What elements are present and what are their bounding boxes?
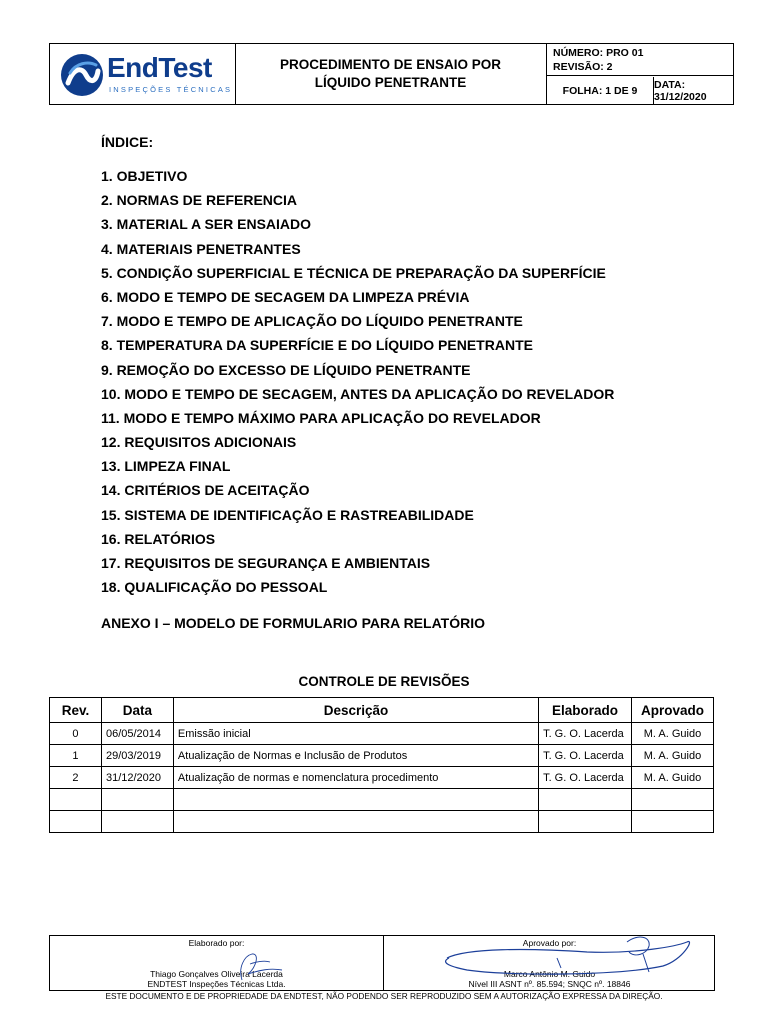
- toc-item: 11. MODO E TEMPO MÁXIMO PARA APLICAÇÃO DO REVELADOR: [101, 409, 541, 426]
- document-header: [49, 43, 734, 105]
- cell-description: Atualização de normas e nomenclatura procedimento: [173, 767, 538, 789]
- toc-item: 16. RELATÓRIOS: [101, 530, 216, 547]
- toc-item: 6. MODO E TEMPO DE SECAGEM DA LIMPEZA PRÉVIA: [101, 288, 470, 305]
- toc-item: 14. CRITÉRIOS DE ACEITAÇÃO: [101, 482, 310, 499]
- table-row: [50, 811, 714, 833]
- toc-item: 2. NORMAS DE REFERENCIA: [101, 192, 298, 209]
- logo-subtitle: INSPEÇÕES TÉCNICAS: [109, 85, 233, 94]
- toc-item: 9. REMOÇÃO DO EXCESSO DE LÍQUIDO PENETRANTE: [101, 361, 471, 378]
- cell-date: 31/12/2020: [101, 767, 173, 789]
- cell-approved: M. A. Guido: [632, 723, 714, 745]
- table-row: [50, 789, 714, 811]
- cell-date: 06/05/2014: [101, 723, 173, 745]
- column-header-description: Descrição: [173, 698, 538, 723]
- table-row: [50, 745, 714, 767]
- sheet-number: FOLHA: 1 DE 9: [547, 77, 654, 104]
- column-header-approved: Aprovado: [632, 698, 714, 723]
- ownership-notice: ESTE DOCUMENTO E DE PROPRIEDADE DA ENDTEST, NÃO PODENDO SER REPRODUZIDO SEM A AUTORIZAÇÃO EXPRESSA DA DIREÇÃO.: [105, 991, 663, 1001]
- cell-approved: [632, 811, 714, 833]
- endtest-logo-icon: [60, 53, 104, 97]
- revisions-table: [49, 697, 714, 833]
- toc-item: 3. MATERIAL A SER ENSAIADO: [101, 216, 312, 233]
- approved-by-name: Marco Antônio M. Guido: [503, 969, 596, 979]
- toc-item: 5. CONDIÇÃO SUPERFICIAL E TÉCNICA DE PREPARAÇÃO DA SUPERFÍCIE: [101, 264, 606, 281]
- cell-prepared: [539, 811, 632, 833]
- logo-cell: [50, 44, 236, 104]
- toc-item: 18. QUALIFICAÇÃO DO PESSOAL: [101, 579, 328, 596]
- cell-description: Emissão inicial: [173, 723, 538, 745]
- table-header-row: [50, 698, 714, 723]
- column-header-date: Data: [101, 698, 173, 723]
- column-header-rev: Rev.: [50, 698, 102, 723]
- approved-by-label: Aprovado por:: [522, 938, 577, 948]
- revisions-title: CONTROLE DE REVISÕES: [298, 674, 470, 689]
- title-line-1: PROCEDIMENTO DE ENSAIO POR: [279, 57, 502, 72]
- approved-by-certification: Nível III ASNT nº. 85.594; SNQC nº. 18846: [468, 979, 631, 989]
- annex-entry: ANEXO I – MODELO DE FORMULARIO PARA RELATÓRIO: [101, 615, 485, 631]
- signature-block: [49, 935, 715, 991]
- cell-approved: M. A. Guido: [632, 745, 714, 767]
- toc-item: 4. MATERIAIS PENETRANTES: [101, 240, 301, 257]
- toc-item: 1. OBJETIVO: [101, 168, 188, 184]
- cell-rev: 1: [50, 745, 102, 767]
- cell-rev: [50, 811, 102, 833]
- column-header-prepared: Elaborado: [539, 698, 632, 723]
- prepared-by-company: ENDTEST Inspeções Técnicas Ltda.: [147, 979, 286, 989]
- cell-description: [173, 811, 538, 833]
- cell-approved: [632, 789, 714, 811]
- cell-description: Atualização de Normas e Inclusão de Produtos: [173, 745, 538, 767]
- toc-item: 12. REQUISITOS ADICIONAIS: [101, 434, 297, 451]
- document-number-revision: [547, 44, 733, 76]
- prepared-by-name: Thiago Gonçalves Oliveira Lacerda: [150, 969, 283, 979]
- cell-prepared: T. G. O. Lacerda: [539, 723, 632, 745]
- approved-by-section: [383, 936, 716, 990]
- document-revision: REVISÃO: 2: [553, 61, 613, 73]
- cell-date: 29/03/2019: [101, 745, 173, 767]
- document-number: NÚMERO: PRO 01: [553, 47, 644, 59]
- toc-item: 8. TEMPERATURA DA SUPERFÍCIE E DO LÍQUIDO PENETRANTE: [101, 337, 533, 354]
- toc-item: 7. MODO E TEMPO DE APLICAÇÃO DO LÍQUIDO PENETRANTE: [101, 313, 523, 330]
- cell-description: [173, 789, 538, 811]
- logo-wordmark: EndTest: [107, 52, 212, 83]
- title-line-2: LÍQUIDO PENETRANTE: [314, 75, 467, 90]
- table-of-contents: [101, 168, 614, 603]
- prepared-by-section: [50, 936, 384, 990]
- cell-rev: [50, 789, 102, 811]
- cell-approved: M. A. Guido: [632, 767, 714, 789]
- prepared-by-label: Elaborado por:: [188, 938, 245, 948]
- cell-prepared: T. G. O. Lacerda: [539, 745, 632, 767]
- cell-date: [101, 789, 173, 811]
- cell-prepared: T. G. O. Lacerda: [539, 767, 632, 789]
- toc-item: 13. LIMPEZA FINAL: [101, 458, 231, 475]
- cell-date: [101, 811, 173, 833]
- cell-rev: 2: [50, 767, 102, 789]
- toc-item: 15. SISTEMA DE IDENTIFICAÇÃO E RASTREABILIDADE: [101, 506, 474, 523]
- document-date: DATA: 31/12/2020: [654, 78, 707, 103]
- table-row: [50, 723, 714, 745]
- cell-rev: 0: [50, 723, 102, 745]
- index-title: ÍNDICE:: [101, 134, 154, 150]
- toc-item: 17. REQUISITOS DE SEGURANÇA E AMBIENTAIS: [101, 555, 431, 571]
- cell-prepared: [539, 789, 632, 811]
- toc-item: 10. MODO E TEMPO DE SECAGEM, ANTES DA APLICAÇÃO DO REVELADOR: [101, 385, 615, 402]
- document-title: [235, 44, 547, 104]
- table-row: [50, 767, 714, 789]
